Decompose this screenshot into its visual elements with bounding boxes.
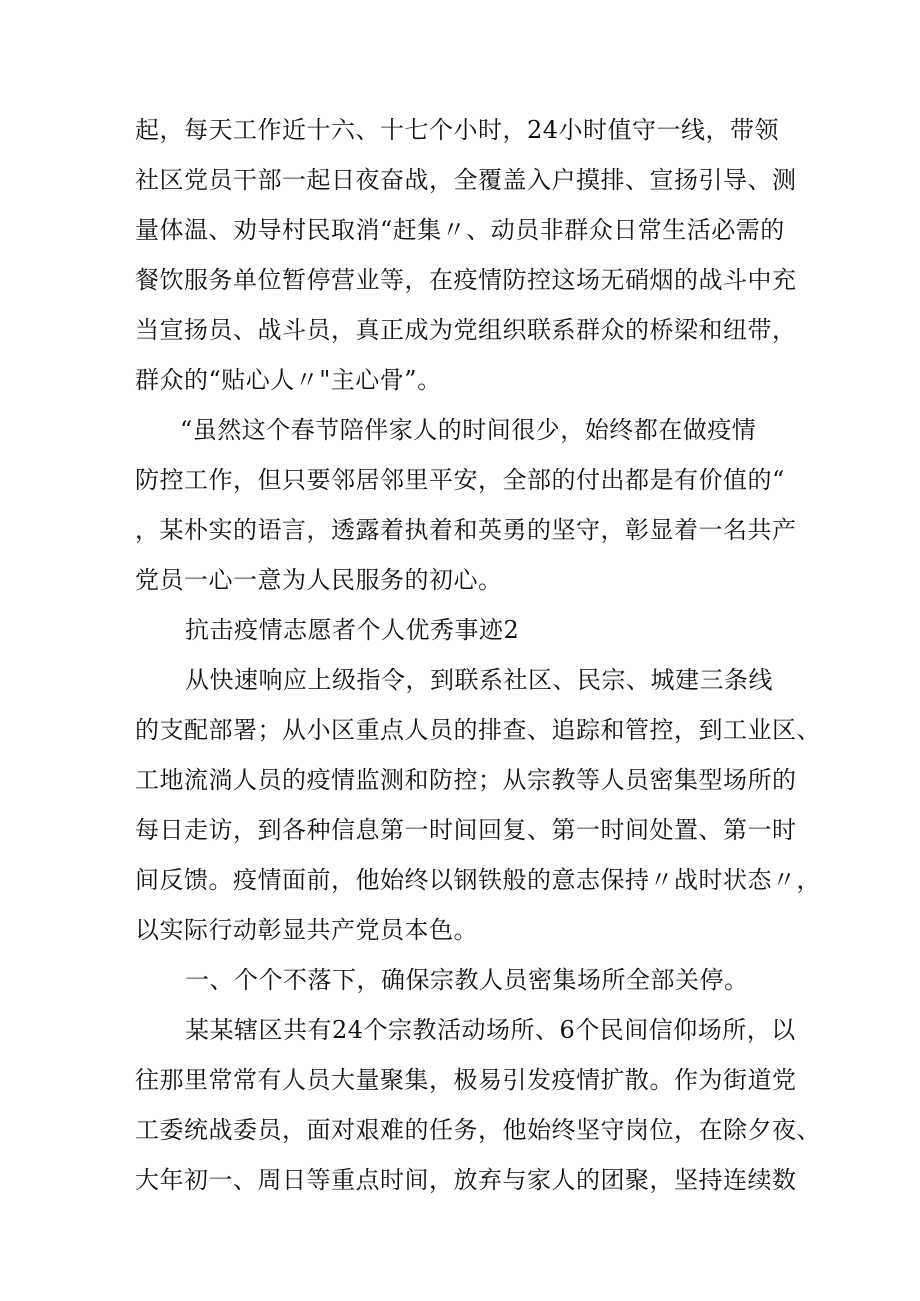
text-line: 的支配部署；从小区重点人员的排查、追踪和管控，到工业区、 <box>135 716 821 744</box>
text-line: 量体温、劝导村民取消“赶集〃、动员非群众日常生活必需的 <box>135 216 785 244</box>
text-line: “虽然这个春节陪伴家人的时间很少，始终都在做疫情 <box>180 416 757 444</box>
text-line: 一、个个不落下，确保宗教人员密集场所全部关停。 <box>185 966 749 994</box>
text-line: 当宣扬员、战斗员，真正成为党组织联系群众的桥梁和纽带， <box>135 316 797 344</box>
text-line: 往那里常常有人员大量聚集，极易引发疫情扩散。作为街道党 <box>135 1066 797 1094</box>
text-line: 社区党员干部一起日夜奋战，全覆盖入户摸排、宣扬引导、测 <box>135 166 797 194</box>
text-line: 群众的“贴心人〃"主心骨”。 <box>135 366 442 394</box>
text-line: 防控工作，但只要邻居邻里平安，全部的付出都是有价值的“ <box>135 466 785 494</box>
text-line: 工地流淌人员的疫情监测和防控；从宗教等人员密集型场所的 <box>135 766 797 794</box>
section-heading: 抗击疫情志愿者个人优秀事迹2 <box>185 616 520 644</box>
text-line: ，某朴实的语言，透露着执着和英勇的坚守，彰显着一名共产 <box>135 516 797 544</box>
text-line: 某某辖区共有24个宗教活动场所、6个民间信仰场所，以 <box>185 1016 796 1044</box>
text-line: 大年初一、周日等重点时间，放弃与家人的团聚，坚持连续数 <box>135 1166 797 1194</box>
text-line: 间反馈。疫情面前，他始终以钢铁般的意志保持〃战时状态〃， <box>135 866 821 894</box>
text-line: 工委统战委员，面对艰难的任务，他始终坚守岗位，在除夕夜、 <box>135 1116 821 1144</box>
text-line: 每日走访，到各种信息第一时间回复、第一时间处置、第一时 <box>135 816 797 844</box>
text-line: 从快速响应上级指令，到联系社区、民宗、城建三条线 <box>185 666 773 694</box>
text-line: 以实际行动彰显共产党员本色。 <box>135 916 478 944</box>
text-line: 餐饮服务单位暂停营业等，在疫情防控这场无硝烟的战斗中充 <box>135 266 797 294</box>
text-line: 起，每天工作近十六、十七个小时，24小时值守一线，带领 <box>135 116 780 144</box>
text-line: 党员一心一意为人民服务的初心。 <box>135 566 503 594</box>
